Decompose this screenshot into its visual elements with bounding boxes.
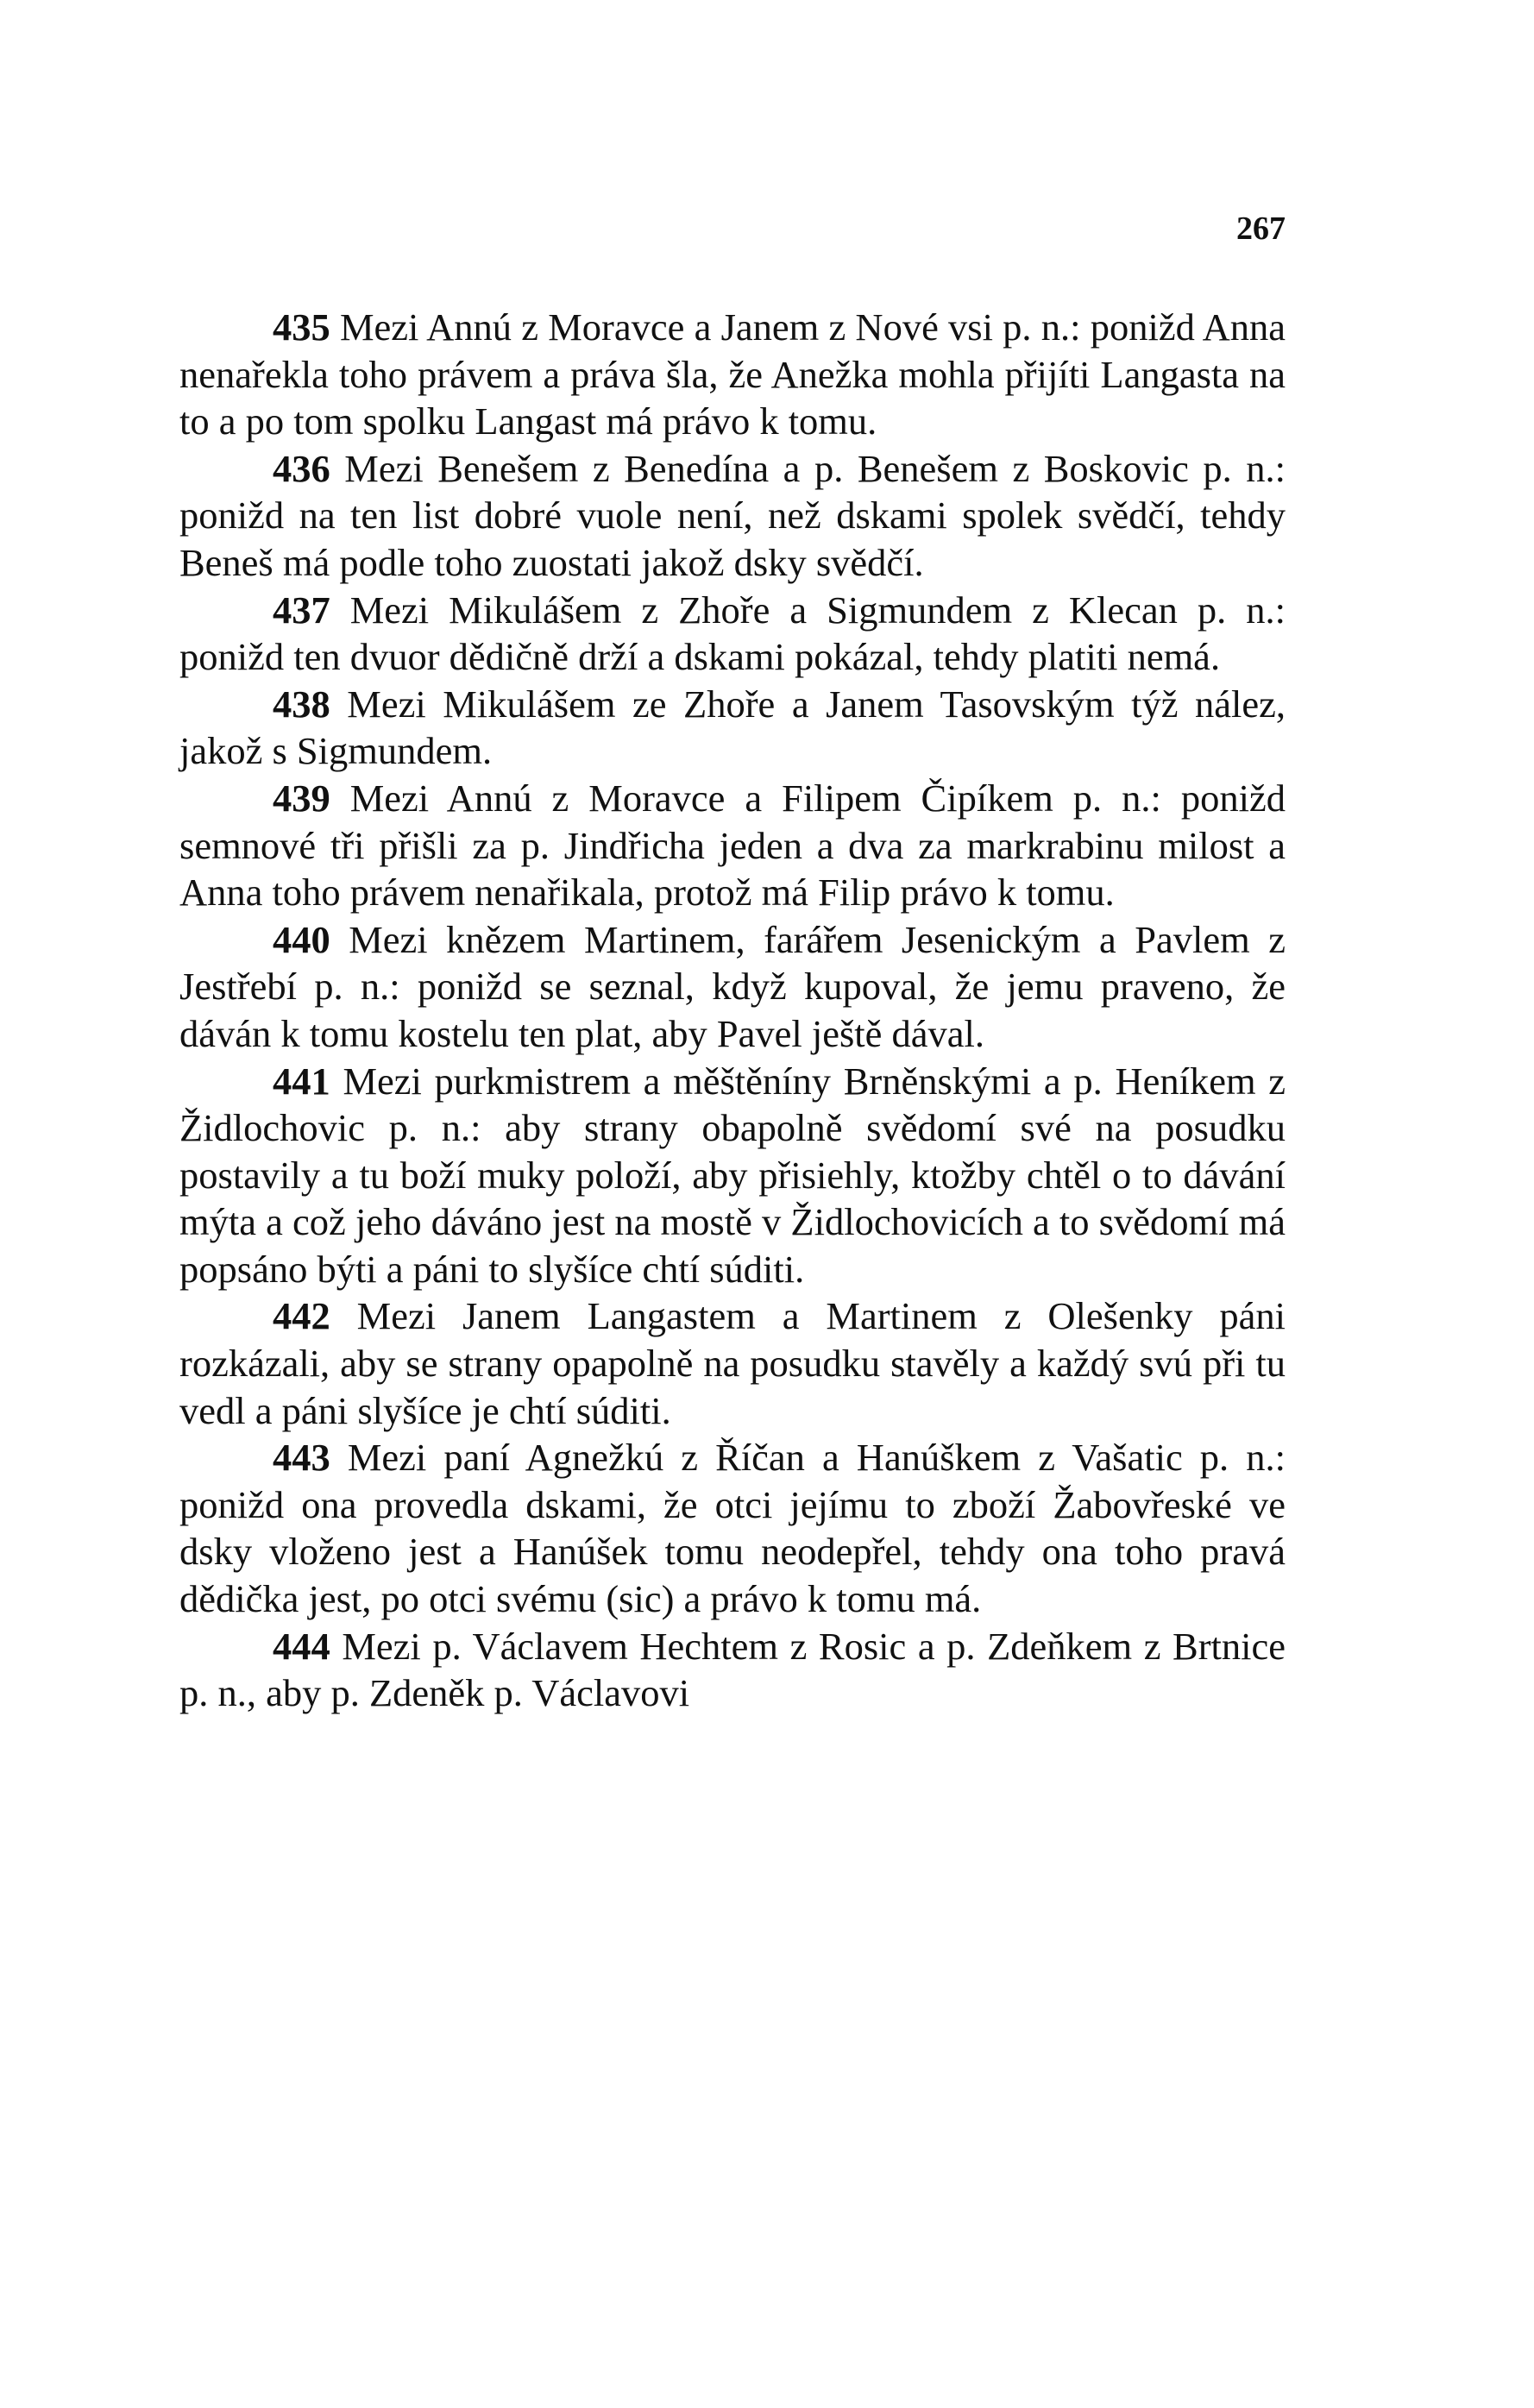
entry-443 <box>179 1434 1286 1622</box>
entry-number: 436 <box>273 446 330 490</box>
entry-text: Mezi Janem Langastem a Martinem z Olešenky páni rozkázali, aby se strany opapolně na posudku stavěly a každý svú při tu vedl a páni slyšíce je chtí súditi. <box>179 1294 1286 1432</box>
entry-441 <box>179 1058 1286 1293</box>
entry-number: 442 <box>273 1294 330 1338</box>
entry-439 <box>179 775 1286 916</box>
entry-number: 444 <box>273 1624 330 1668</box>
page-body <box>179 304 1286 1717</box>
entry-number: 439 <box>273 776 330 820</box>
entry-442 <box>179 1292 1286 1434</box>
entry-text: Mezi Annú z Moravce a Janem z Nové vsi p. n.: ponižd Anna nenařekla toho právem a práva šla, že Anežka mohla přijíti Langasta na to a po tom spolku Langast má právo k tomu. <box>179 305 1286 443</box>
entry-text: Mezi paní Agnežkú z Říčan a Hanúškem z Vašatic p. n.: ponižd ona provedla dskami, že otci jejímu to zboží Žabovřeské ve dsky vloženo jest a Hanúšek tomu neodepřel, tehdy ona toho pravá dědička jest, po otci svému (sic) a právo k tomu má. <box>179 1436 1286 1621</box>
entry-text: Mezi p. Václavem Hechtem z Rosic a p. Zdeňkem z Brtnice p. n., aby p. Zdeněk p. Václavovi <box>179 1624 1286 1715</box>
entry-number: 441 <box>273 1059 330 1103</box>
entry-text: Mezi Benešem z Benedína a p. Benešem z Boskovic p. n.: ponižd na ten list dobré vuole není, než dskami spolek svědčí, tehdy Beneš má podle toho zuostati jakož dsky svědčí. <box>179 446 1286 584</box>
entry-437 <box>179 587 1286 681</box>
entry-number: 435 <box>273 305 330 349</box>
entry-440 <box>179 916 1286 1058</box>
entry-number: 438 <box>273 682 330 726</box>
entry-text: Mezi Mikulášem z Zhoře a Sigmundem z Klecan p. n.: ponižd ten dvuor dědičně drží a dskami pokázal, tehdy platiti nemá. <box>179 588 1286 679</box>
page-number: 267 <box>1236 211 1286 247</box>
entry-text: Mezi Mikulášem ze Zhoře a Janem Tasovským týž nález, jakož s Sigmundem. <box>179 682 1286 773</box>
entry-text: Mezi knězem Martinem, farářem Jesenickým a Pavlem z Jestřebí p. n.: ponižd se seznal, když kupoval, že jemu praveno, že dáván k tomu kostelu ten plat, aby Pavel ještě dával. <box>179 917 1286 1055</box>
entry-438 <box>179 681 1286 775</box>
entry-number: 437 <box>273 588 330 632</box>
entry-text: Mezi Annú z Moravce a Filipem Čipíkem p. n.: ponižd semnové tři přišli za p. Jindřicha jeden a dva za markrabinu milost a Anna toho právem nenařikala, protož má Filip právo k tomu. <box>179 776 1286 915</box>
entry-435 <box>179 304 1286 445</box>
entry-436 <box>179 445 1286 587</box>
entry-number: 443 <box>273 1436 330 1480</box>
entry-text: Mezi purkmistrem a měštěníny Brněnskými a p. Heníkem z Židlochovic p. n.: aby strany obapolně svědomí své na posudku postavily a tu boží muky položí, aby přisiehly, ktožby chtěl o to dávání mýta a což jeho dáváno jest na mostě v Židlochovicích a to svědomí má popsáno býti a páni to slyšíce chtí súditi. <box>179 1059 1286 1291</box>
entry-number: 440 <box>273 917 330 961</box>
entry-444 <box>179 1623 1286 1717</box>
